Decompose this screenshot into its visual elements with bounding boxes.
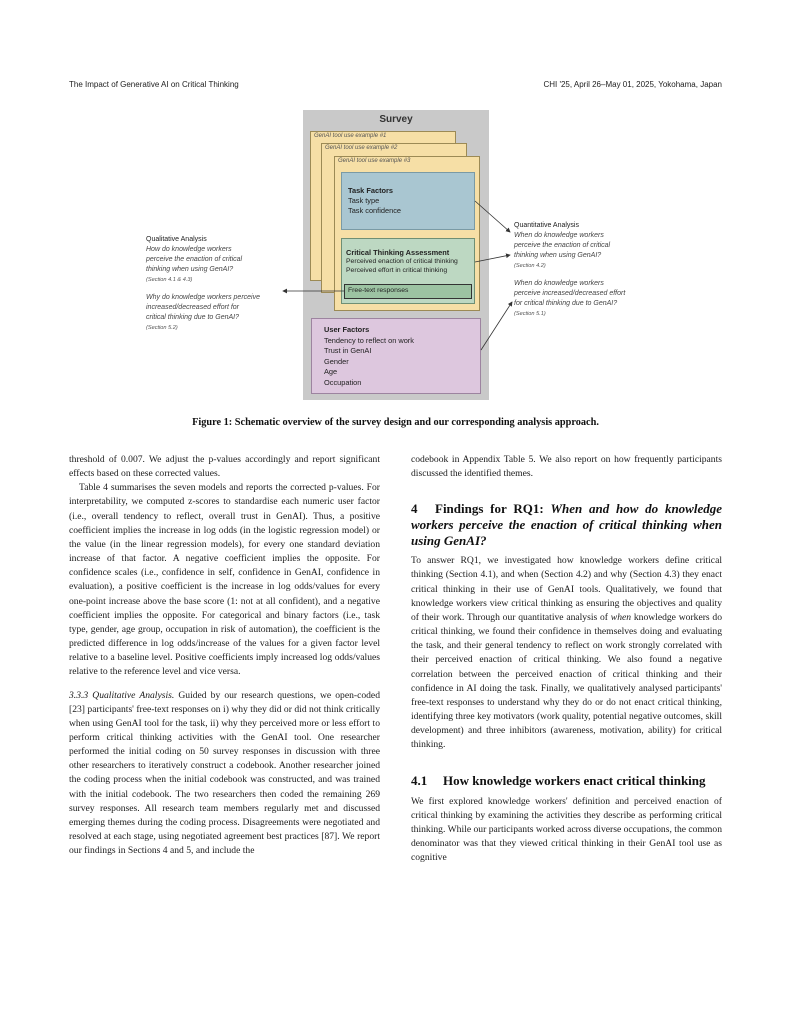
qualitative-q1-line: perceive the enaction of critical (146, 256, 243, 263)
quantitative-title: Quantitative Analysis (514, 222, 579, 229)
quantitative-q2-ref: (Section 5.1) (514, 311, 546, 317)
qualitative-q2-line: Why do knowledge workers perceive (146, 294, 260, 301)
quantitative-q2-line: for critical thinking due to GenAI? (514, 300, 618, 307)
example-card-2-label: GenAI tool use example #2 (325, 145, 398, 151)
qualitative-q2-line: critical thinking due to GenAI? (146, 314, 239, 321)
subsection-heading: 3.3.3 Qualitative Analysis. (69, 689, 175, 701)
paragraph-text: knowledge workers do critical thinking, we found their confidence in themselves doing and evaluating the task, and their general tendency to reflect on work strongly correlated with their perceived enaction of critical thinking. We also found a negative correlation between the perceived enaction of critical thinking and their confidence in AI doing the task. Finally, we qualitatively analysed participants' free-text responses to understand why they do or do not enact critical thinking, identifying three key motivators (work quality, potential negative outcomes, skill development) and three inhibitors (awareness, motivation, ability) for critical thinking. (411, 611, 722, 751)
arrow-user-to-quant (481, 302, 512, 350)
qualitative-title: Qualitative Analysis (146, 236, 207, 243)
critical-thinking-title: Critical Thinking Assessment (346, 248, 450, 257)
qualitative-q1-line: thinking when using GenAI? (146, 266, 234, 273)
example-card-1-label: GenAI tool use example #1 (314, 133, 387, 139)
section-number: 4.1 (411, 772, 428, 788)
qualitative-q1-ref: (Section 4.1 & 4.3) (146, 277, 193, 283)
paragraph: threshold of 0.007. We adjust the p-values accordingly and report significant effects based on these corrected values. (69, 454, 380, 480)
figure-survey-schematic (0, 0, 791, 410)
section-title-plain: Findings for RQ1: (435, 501, 551, 517)
arrow-task-to-quant (475, 201, 510, 232)
section-4-1-heading (411, 773, 722, 789)
running-header-title: The Impact of Generative AI on Critical Thinking (69, 80, 239, 89)
qualitative-analysis-paragraph (69, 689, 380, 859)
qualitative-analysis-block (146, 235, 306, 333)
figure-arrows (0, 0, 791, 410)
task-factors-title: Task Factors (348, 186, 394, 195)
emphasis: when (610, 611, 632, 623)
paragraph-text: Guided by our research questions, we open-coded [23] participants' free-text responses on i) why they did or did not think critically when using GenAI tool for the task, ii) why they perceived more or less effort to perform critical thinking activities with the GenAI tool. One researcher performed the initial coding on 50 survey responses in discussion with three other researchers to iteratively construct a codebook. Another researcher joined the coding process when the initial codebook was constructed, and was trained with the initial codebook. The two researchers then coded the remaining 269 survey responses. All research team members regularly met and discussed emerging themes during the coding process. Disagreements were negotiated and resolved at each stage, using negotiated agreement best practices [87]. We report our findings in Sections 4 and 5, and include the (69, 689, 380, 857)
right-column (411, 453, 722, 865)
figure-caption: Figure 1: Schematic overview of the survey design and our corresponding analysis approach. (192, 417, 599, 428)
section-title-italic: When and how do knowledge workers perceive the enaction of critical thinking when using GenAI? (411, 501, 722, 549)
quantitative-q1-line: When do knowledge workers (514, 232, 604, 239)
user-factor-item: Gender (324, 356, 349, 366)
example-card-3-label: GenAI tool use example #3 (338, 158, 411, 164)
user-factor-item: Age (324, 367, 338, 376)
section-title: How knowledge workers enact critical thinking (443, 772, 706, 788)
qualitative-q1-line: How do knowledge workers (146, 246, 232, 253)
user-factors-title: User Factors (324, 325, 370, 334)
paragraph (411, 554, 722, 752)
quantitative-q1-line: perceive the enaction of critical (514, 242, 611, 249)
critical-thinking-item: Perceived effort in critical thinking (346, 267, 448, 274)
left-column (69, 453, 380, 858)
user-factor-item: Trust in GenAI (324, 346, 372, 355)
quantitative-q1-line: thinking when using GenAI? (514, 252, 602, 259)
free-text-responses-box: Free-text responses (344, 284, 472, 299)
task-factor-item: Task confidence (348, 206, 401, 215)
qualitative-q2-ref: (Section 5.2) (146, 325, 178, 331)
paragraph-text: To answer RQ1, we investigated how knowledge workers define critical thinking (Section 4.1), and when (Section 4.2) and why (Section 4.3) they enact critical thinking in their use of GenAI tools. Qualitatively, we found that knowledge workers view critical thinking as ensuring the objectives and quality of their work. Through our quantitative analysis of (411, 555, 722, 623)
section-number: 4 (411, 501, 418, 517)
paragraph: codebook in Appendix Table 5. We also report on how frequently participants discussed the identified themes. (411, 454, 722, 480)
quantitative-q1-ref: (Section 4.2) (514, 263, 546, 269)
section-4-heading (411, 501, 722, 549)
task-factor-item: Task type (348, 196, 380, 205)
qualitative-q2-line: increased/decreased effort for (146, 304, 239, 311)
user-factor-item: Tendency to reflect on work (324, 335, 414, 345)
user-factor-item: Occupation (324, 377, 362, 387)
paragraph: We first explored knowledge workers' definition and perceived enaction of critical thinking by examining the activities they describe as performing critical thinking. While our participants worked across diverse occupations, the common denominator was that they viewed critical thinking in their GenAI tool use as cognitive (411, 795, 722, 864)
quantitative-q2-line: When do knowledge workers (514, 280, 604, 287)
survey-title: Survey (379, 114, 413, 125)
running-header-venue: CHI '25, April 26–May 01, 2025, Yokohama, Japan (543, 80, 722, 89)
arrow-ct-to-quant (475, 255, 510, 262)
critical-thinking-item: Perceived enaction of critical thinking (346, 258, 458, 265)
quantitative-q2-line: perceive increased/decreased effort (514, 290, 626, 297)
paragraph: Table 4 summarises the seven models and reports the corrected p-values. For interpretability, we computed z-scores to standardise each numeric user factor (i.e., overall tendency to reflect, overall trust in GenAI). Thus, a positive coefficient implies the increase in log odds (in the logistic regression model) or the value (in the linear regression models), for every one standard deviation increase of that factor. A negative coefficient implies the opposite. For confidence scales (i.e., confidence in self, confidence in GenAI, confidence in evaluation), a positive coefficient is the increase in log odds/values for every one-point increase above the base score (1: not at all confident), and a negative coefficient implies the opposite. For categorical and binary factors (i.e., task type, gender, age group, occupation in risk of automation), the coefficient is the predicted difference in log odds/increase of the values for a given factor level relative to a baseline level. Positive coefficients imply increased log odds/values relative to the reference level and vice versa. (69, 482, 380, 678)
quantitative-analysis-block (514, 221, 674, 319)
